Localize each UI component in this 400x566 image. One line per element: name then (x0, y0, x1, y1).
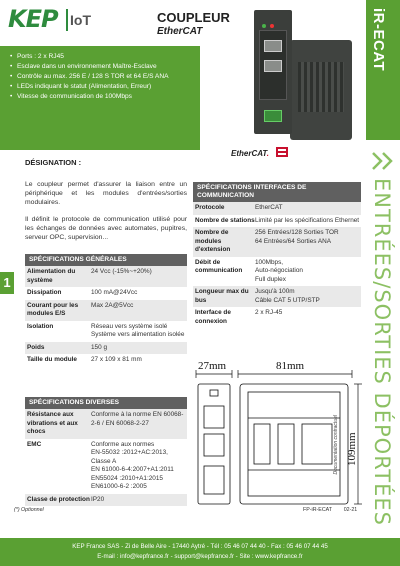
general-specs-table (25, 254, 187, 367)
footnote: (*) Optionnel (14, 507, 44, 513)
table-row (193, 286, 361, 307)
spec-key: EMC (27, 440, 42, 448)
table-row (25, 342, 187, 355)
brand-sub-text: IoT (70, 12, 91, 28)
product-subtitle: EtherCAT (157, 26, 203, 37)
spec-value: Conforme aux normes EN-55032 :2012+AC:2013, Classe A EN 61000-6-4:2007+A1:2011 EN55024 :2010+A1:2015 EN61000-6-2 :2005 (91, 440, 174, 490)
product-image-side (290, 40, 352, 140)
spec-value: Conforme à la norme EN 60068-2-6 / EN 60068-2-27 (91, 411, 184, 427)
feature-item: • Vitesse de communication de 100Mbps (10, 92, 200, 102)
misc-specs-title: SPÉCIFICATIONS DIVERSES (25, 397, 187, 409)
spec-value: 150 g (91, 343, 107, 351)
kep-iot-logo (8, 6, 108, 34)
table-row (25, 287, 187, 300)
spec-value: Max 2A@5Vcc (91, 301, 134, 309)
spec-key: Poids (27, 343, 45, 351)
spec-key: Interface de connexion (195, 309, 231, 325)
table-row (25, 321, 187, 342)
ethercat-logo-mark: . (266, 149, 269, 158)
spec-value: 24 Vcc (-15%~+20%) (91, 268, 152, 275)
spec-key: Alimentation du système (27, 268, 76, 284)
designation-paragraph: Le coupleur permet d'assurer la liaison entre un périphérique et les modules d'entrées/sorties modulaires. (25, 181, 187, 206)
product-image-front (254, 10, 292, 134)
spec-key: Longueur max du bus (195, 288, 249, 304)
footer-contact: E-mail : info@kepfrance.fr - support@kepfrance.fr - Site : www.kepfrance.fr (97, 553, 303, 560)
designation-text (25, 180, 187, 250)
spec-key: Nombre de stations (195, 216, 255, 224)
feature-item: • Contrôle au max. 256 E / 128 S TOR et 64 E/S ANA (10, 72, 200, 82)
spec-value: IP20 (91, 495, 105, 503)
features-list (0, 46, 200, 102)
spec-value: EtherCAT (255, 204, 283, 211)
spec-key: Classe de protection (27, 495, 90, 503)
table-row (193, 215, 361, 228)
power-connector (264, 110, 282, 122)
feature-item: • Ports : 2 x RJ45 (10, 52, 200, 62)
error-led (270, 24, 274, 28)
ethercat-logo-text: EtherCAT (231, 149, 267, 158)
spec-key: Débit de communication (195, 258, 243, 274)
dim-depth-label: 81mm (276, 360, 305, 372)
features-banner (0, 46, 200, 150)
device-grill (298, 62, 344, 112)
spec-value: Jusqu'à 100m Câble CAT 5 UTP/STP (255, 288, 320, 304)
misc-specs-table (25, 397, 187, 506)
spec-value: 2 x RJ-45 (255, 309, 283, 316)
spec-key: Taille du module (27, 356, 77, 363)
spec-key: Courant pour les modules E/S (27, 301, 79, 317)
feature-item: • Esclave dans un environnement Maître-Esclave (10, 62, 200, 72)
ethercat-logo (231, 149, 269, 158)
table-row (25, 266, 187, 287)
table-row (25, 409, 187, 439)
footer-address: KEP France SAS - Zi de Belle Aire - 17440 Aytré - Tél : 05 46 07 44 40 - Fax : 05 46 07 44 45 (72, 543, 328, 550)
table-row (25, 300, 187, 321)
spec-key: Résistance aux vibrations et aux chocs (27, 411, 78, 435)
document-reference: FP-iR-ECAT 02-21 (303, 507, 358, 513)
spec-key: Isolation (27, 322, 54, 330)
spec-value: 100Mbps, Auto-négociation Full duplex (255, 258, 303, 283)
documentation-note: Documentation contractuel (333, 415, 339, 475)
table-row (25, 494, 187, 507)
feature-item: • LEDs indiquant le statut (Alimentation, Erreur) (10, 82, 200, 92)
spec-key: Nombre de modules d'extension (195, 229, 231, 253)
rj45-port (264, 40, 282, 52)
ethercat-flag-icon (276, 147, 288, 157)
page-marker: 1 (0, 272, 14, 294)
table-row (193, 307, 361, 328)
dim-height-label: 109mm (346, 432, 358, 466)
category-vertical-text: ENTRÉES/SORTIES DÉPORTÉES (370, 178, 394, 526)
table-row (25, 439, 187, 494)
status-led (262, 24, 266, 28)
dim-width-label: 27mm (198, 360, 227, 372)
spec-value: 100 mA@24Vcc (91, 289, 138, 296)
designation-title: DÉSIGNATION : (25, 158, 82, 167)
spec-value: Limité par les spécifications Ethernet (255, 216, 360, 224)
comm-specs-title: SPÉCIFICATIONS INTERFACES DE COMMUNICATION (193, 182, 361, 202)
spec-key: Protocole (195, 204, 225, 211)
general-specs-title: SPÉCIFICATIONS GÉNÉRALES (25, 254, 187, 266)
spec-value: Réseau vers système isolé Système vers alimentation isolée (91, 322, 185, 338)
side-band (366, 0, 400, 140)
table-row (193, 202, 361, 215)
table-row (25, 354, 187, 367)
device-side-view (240, 384, 348, 504)
comm-specs-table (193, 182, 361, 328)
spec-key: Dissipation (27, 289, 62, 296)
logo-divider (66, 9, 68, 31)
table-row (193, 257, 361, 287)
rj45-port (264, 60, 282, 72)
product-code: iR-ECAT (370, 8, 387, 72)
designation-paragraph: Il définit le protocole de communication utilisé pour les échanges de données avec automates, pupitres, serveur OPC, supervision... (25, 216, 187, 241)
footer (0, 538, 400, 566)
device-front-view (198, 384, 230, 504)
table-row (193, 227, 361, 257)
brand-logo-text: KEP (8, 5, 58, 33)
spec-value: 27 x 109 x 81 mm (91, 356, 142, 363)
product-title: COUPLEUR (157, 10, 230, 25)
spec-value: 256 Entrées/128 Sorties TOR 64 Entrées/64 Sorties ANA (255, 229, 339, 245)
chevron-right-icon (371, 150, 399, 172)
